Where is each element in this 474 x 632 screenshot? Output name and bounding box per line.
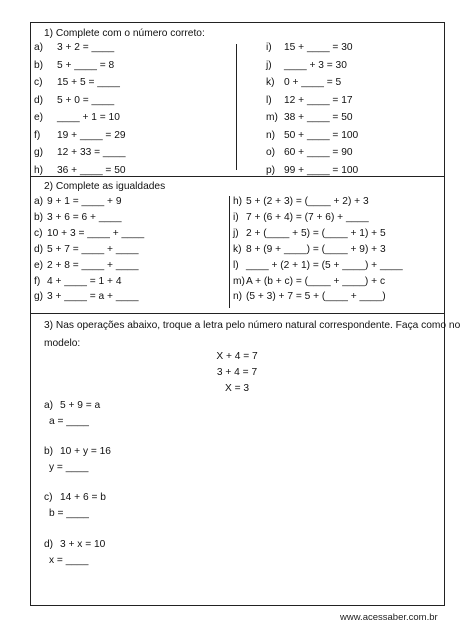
section-divider-2 (30, 313, 445, 314)
s2-right-row-letter: i) (233, 211, 239, 223)
model-line-3: X = 3 (224, 383, 250, 394)
s1-left-row-expression: 5 + 0 = ____ (57, 94, 115, 106)
item-a-answer: a = ____ (49, 416, 89, 427)
section2-column-divider (229, 196, 230, 308)
s1-right-row-letter: i) (266, 42, 272, 53)
s1-right-row-expression: 50 + ____ = 100 (284, 129, 359, 141)
s1-left-row-expression: 19 + ____ = 29 (57, 129, 126, 141)
s2-left-row-letter: g) (34, 291, 44, 303)
s2-left-row-expression: 3 + 6 = 6 + ____ (47, 211, 122, 223)
s1-left-row-letter: f) (34, 129, 41, 141)
s1-right-row-letter: p) (266, 164, 276, 176)
item-b-letter: b) (44, 446, 54, 457)
item-a-letter: a) (44, 400, 54, 411)
s1-right-row-expression: 0 + ____ = 5 (284, 77, 342, 88)
item-c-letter: c) (44, 492, 53, 503)
s1-right-row-expression: 38 + ____ = 50 (284, 112, 353, 123)
s1-left-row-expression: 12 + 33 = ____ (57, 147, 126, 158)
item-d-letter: d) (44, 539, 54, 550)
item-b-equation: 10 + y = 16 (60, 446, 111, 457)
s1-left-row-letter: e) (34, 112, 44, 123)
s1-left-row-expression: 36 + ____ = 50 (57, 164, 126, 176)
item-b-answer: y = ____ (49, 462, 89, 473)
s2-right-row-expression: A + (b + c) = (____ + ____) + c (246, 275, 386, 287)
s1-right-row-expression: 60 + ____ = 90 (284, 147, 353, 158)
s2-right-row-letter: m) (233, 275, 245, 287)
s2-left-row-letter: e) (34, 259, 44, 271)
s2-left-row-letter: a) (34, 196, 44, 207)
item-a-equation: 5 + 9 = a (60, 400, 101, 411)
s1-left-row-letter: d) (34, 94, 44, 106)
s2-left-row-expression: 5 + 7 = ____ + ____ (47, 243, 139, 255)
section3-title-line1: 3) Nas operações abaixo, troque a letra pelo número natural correspondente. Faça como no (44, 320, 461, 331)
item-c-equation: 14 + 6 = b (60, 492, 106, 503)
s1-left-row-letter: c) (34, 77, 43, 88)
s2-right-row-letter: h) (233, 196, 243, 207)
s2-right-row-expression: 5 + (2 + 3) = (____ + 2) + 3 (246, 196, 369, 207)
section-divider-1 (30, 176, 445, 177)
item-d-equation: 3 + x = 10 (60, 539, 106, 550)
s2-right-row-letter: j) (233, 227, 239, 239)
s1-right-row-letter: n) (266, 129, 276, 141)
s2-left-row-expression: 2 + 8 = ____ + ____ (47, 259, 139, 271)
s1-left-row-expression: ____ + 1 = 10 (57, 112, 120, 123)
worksheet-border (30, 22, 445, 606)
s2-left-row-expression: 3 + ____ = a + ____ (47, 291, 139, 303)
item-d-answer: x = ____ (49, 555, 89, 566)
s2-right-row-letter: k) (233, 243, 242, 255)
model-line-1: X + 4 = 7 (216, 351, 258, 362)
s1-left-row-letter: g) (34, 147, 44, 158)
s1-right-row-expression: 12 + ____ = 17 (284, 94, 353, 106)
s2-right-row-expression: (5 + 3) + 7 = 5 + (____ + ____) (246, 291, 386, 303)
s1-right-row-letter: l) (266, 94, 272, 106)
s1-right-row-expression: ____ + 3 = 30 (284, 59, 347, 71)
s1-right-row-letter: j) (266, 59, 272, 71)
s2-right-row-expression: 8 + (9 + ____) = (____ + 9) + 3 (246, 243, 386, 255)
s2-right-row-expression: 7 + (6 + 4) = (7 + 6) + ____ (246, 211, 369, 223)
s2-left-row-expression: 4 + ____ = 1 + 4 (47, 275, 122, 287)
model-line-2: 3 + 4 = 7 (216, 367, 258, 378)
s2-left-row-expression: 9 + 1 = ____ + 9 (47, 196, 122, 207)
s2-right-row-letter: l) (233, 259, 239, 271)
s1-right-row-expression: 99 + ____ = 100 (284, 164, 359, 176)
item-c-answer: b = ____ (49, 508, 89, 519)
footer-url: www.acessaber.com.br (340, 612, 438, 623)
s2-right-row-letter: n) (233, 291, 243, 303)
s1-right-row-letter: k) (266, 77, 275, 88)
section1-title: 1) Complete com o número correto: (44, 28, 205, 39)
s1-right-row-letter: m) (266, 112, 278, 123)
s2-right-row-expression: 2 + (____ + 5) = (____ + 1) + 5 (246, 227, 386, 239)
s2-left-row-expression: 10 + 3 = ____ + ____ (47, 227, 145, 239)
s1-left-row-letter: a) (34, 42, 44, 53)
s1-left-row-expression: 15 + 5 = ____ (57, 77, 120, 88)
section3-title-line2: modelo: (44, 338, 81, 349)
section1-column-divider (236, 44, 237, 170)
s2-left-row-letter: f) (34, 275, 41, 287)
s2-left-row-letter: c) (34, 227, 43, 239)
s2-left-row-letter: d) (34, 243, 44, 255)
s1-left-row-expression: 5 + ____ = 8 (57, 59, 115, 71)
s1-left-row-letter: b) (34, 59, 44, 71)
section2-title: 2) Complete as igualdades (44, 181, 166, 192)
s1-right-row-expression: 15 + ____ = 30 (284, 42, 353, 53)
s2-right-row-expression: ____ + (2 + 1) = (5 + ____) + ____ (246, 259, 403, 271)
s1-left-row-expression: 3 + 2 = ____ (57, 42, 115, 53)
s2-left-row-letter: b) (34, 211, 44, 223)
s1-right-row-letter: o) (266, 147, 276, 158)
s1-left-row-letter: h) (34, 164, 44, 176)
